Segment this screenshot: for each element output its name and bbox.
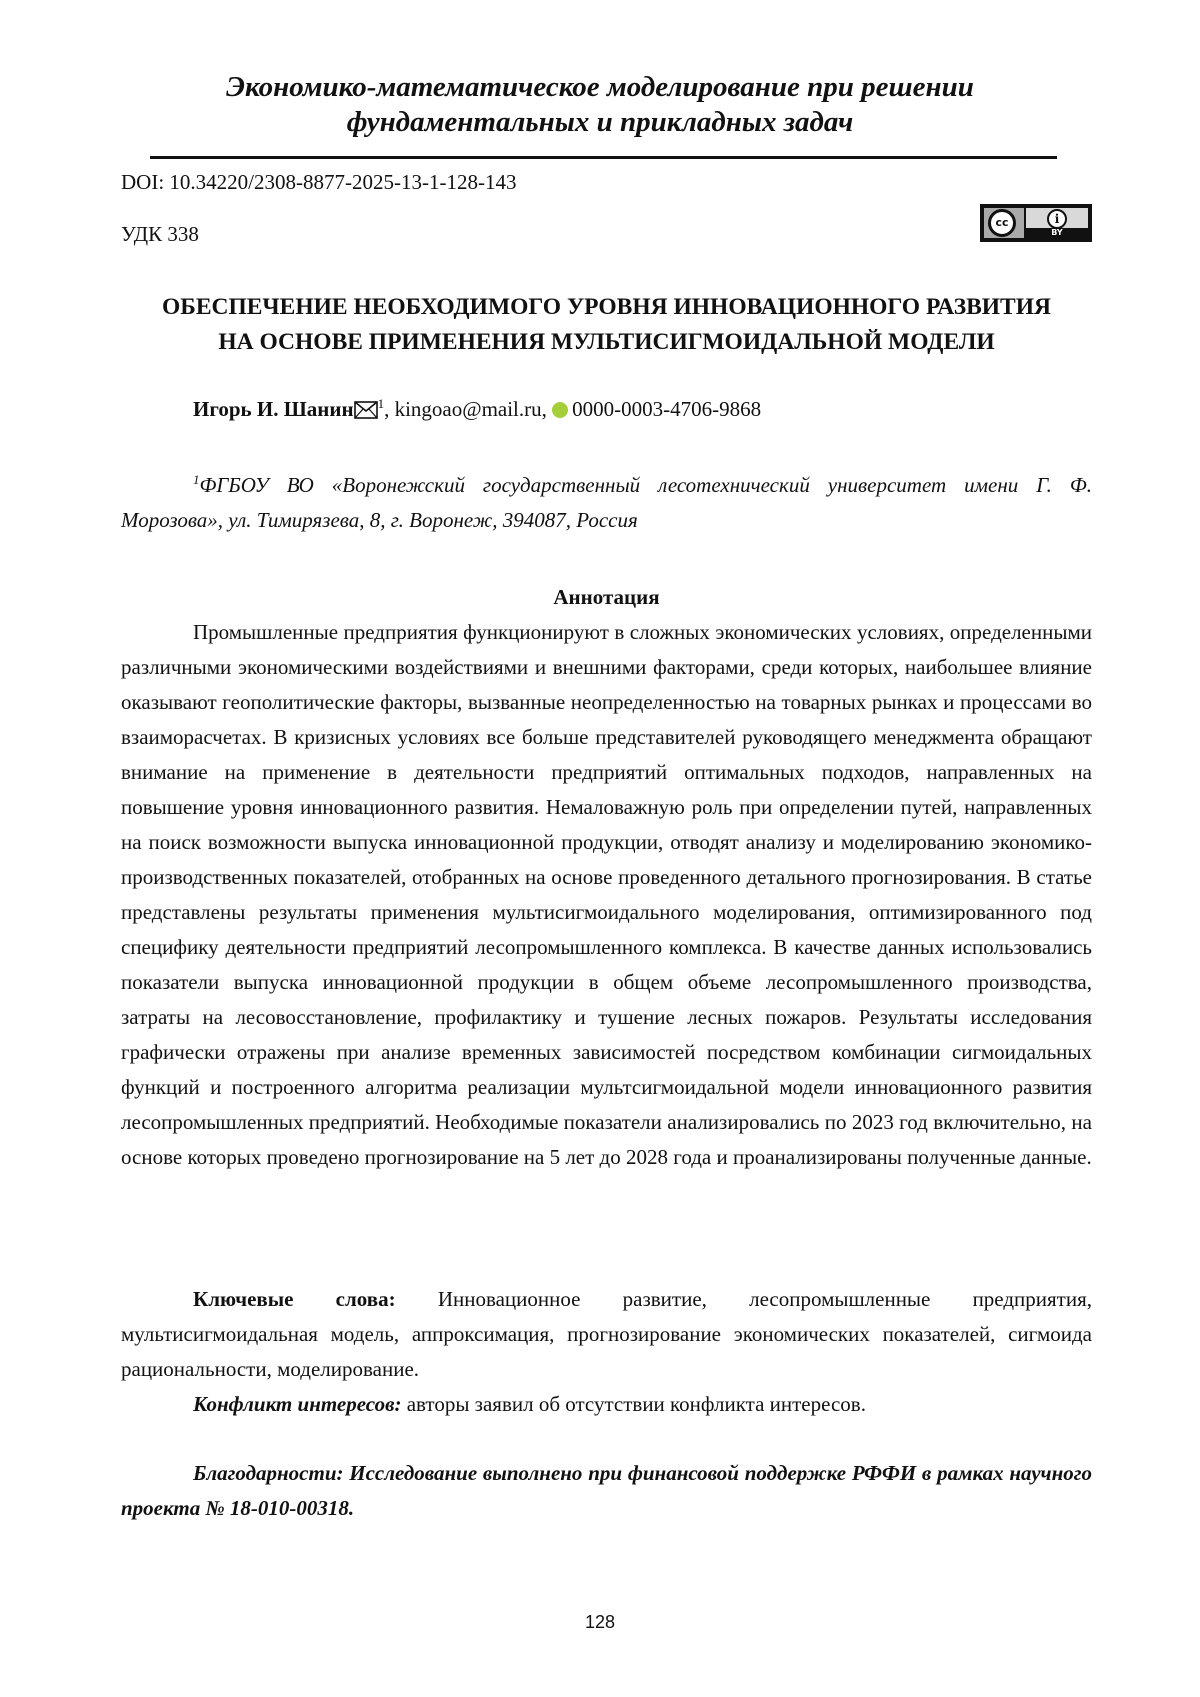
journal-header xyxy=(150,70,1050,140)
creative-commons-icon: cc xyxy=(988,209,1016,237)
article-title xyxy=(121,290,1092,360)
annotation-text: Промышленные предприятия функционируют в сложных экономических условиях, определенными различными экономическими воздействиями и внешними факторами, среди которых, наибольшее влияние оказывают геополитические факторы, вызванные неопределенностью на товарных рынках и процессами во взаиморасчетах. В кризисных условиях все больше представителей руководящего менеджмента обращают внимание на применение в деятельности предприятий оптимальных подходов, направленных на повышение уровня инновационного развития. Немаловажную роль при определении путей, направленных на поиск возможности выпуска инновационной продукции, отводят анализу и моделированию экономико-производственных показателей, отобранных на основе проведенного детального прогнозирования. В статье представлены результаты применения мультисигмоидального моделирования, оптимизированного под специфику деятельности предприятий лесопромышленного комплекса. В качестве данных использовались показатели выпуска инновационной продукции в общем объеме лесопромышленного производства, затраты на лесовосстановление, профилактику и тушение лесных пожаров. Результаты исследования графически отражены при анализе временных зависимостей посредством комбинации сигмоидальных функций и построенного алгоритма реализации мультсигмоидальной модели инновационного развития лесопромышленных предприятий. Необходимые показатели анализировались по 2023 год включительно, на основе которых проведено прогнозирование на 5 лет до 2028 года и проанализированы полученные данные. xyxy=(121,620,1092,1169)
conflict-label: Конфликт интересов: xyxy=(193,1392,402,1416)
cc-by-label: BY xyxy=(1026,228,1088,238)
header-divider xyxy=(150,156,1057,159)
author-email[interactable]: , kingoao@mail.ru, xyxy=(384,397,553,421)
conflict-of-interest xyxy=(193,1387,866,1422)
author-affiliation-mark: 1 xyxy=(377,396,385,411)
conflict-text: авторы заявил об отсутствии конфликта интересов. xyxy=(401,1392,866,1416)
orcid-icon xyxy=(552,402,568,418)
envelope-icon[interactable] xyxy=(354,400,378,425)
acknowledgements: Благодарности: Исследование выполнено при финансовой поддержке РФФИ в рамках научного проекта № 18-010-00318. xyxy=(121,1461,1092,1520)
article-title-line-2: НА ОСНОВЕ ПРИМЕНЕНИЯ МУЛЬТИСИГМОИДАЛЬНОЙ МОДЕЛИ xyxy=(218,329,995,355)
article-title-line-1: ОБЕСПЕЧЕНИЕ НЕОБХОДИМОГО УРОВНЯ ИННОВАЦИОННОГО РАЗВИТИЯ xyxy=(162,294,1051,320)
page-number: 128 xyxy=(584,1612,616,1632)
author-orcid[interactable]: 0000-0003-4706-9868 xyxy=(572,397,762,421)
affiliation-mark: 1 xyxy=(193,472,200,487)
cc-badge-right xyxy=(1026,208,1088,238)
udk-code: УДК 338 xyxy=(121,222,199,246)
affiliation xyxy=(121,462,1092,538)
cc-badge-left xyxy=(984,208,1024,238)
affiliation-text: ФГБОУ ВО «Воронежский государственный лесотехнический университет имени Г. Ф. Морозова», ул. Тимирязева, 8, г. Воронеж, 394087, Россия xyxy=(121,473,1092,532)
keywords xyxy=(121,1282,1092,1387)
doi-link[interactable]: DOI: 10.34220/2308-8877-2025-13-1-128-143 xyxy=(121,170,517,194)
journal-title-line-1: Экономико-математическое моделирование при решении xyxy=(226,71,974,103)
keywords-text: Инновационное развитие, лесопромышленные предприятия, мультисигмоидальная модель, аппроксимация, прогнозирование экономических показателей, сигмоида рациональности, моделирование. xyxy=(121,1287,1092,1381)
keywords-label: Ключевые слова: xyxy=(193,1287,396,1311)
cc-by-license-badge[interactable] xyxy=(980,204,1092,242)
author-name: Игорь И. Шанин xyxy=(193,397,354,421)
author-line xyxy=(193,396,761,425)
attribution-person-icon: i xyxy=(1047,209,1067,229)
journal-title-line-2: фундаментальных и прикладных задач xyxy=(346,106,854,138)
annotation-heading: Аннотация xyxy=(553,585,660,609)
